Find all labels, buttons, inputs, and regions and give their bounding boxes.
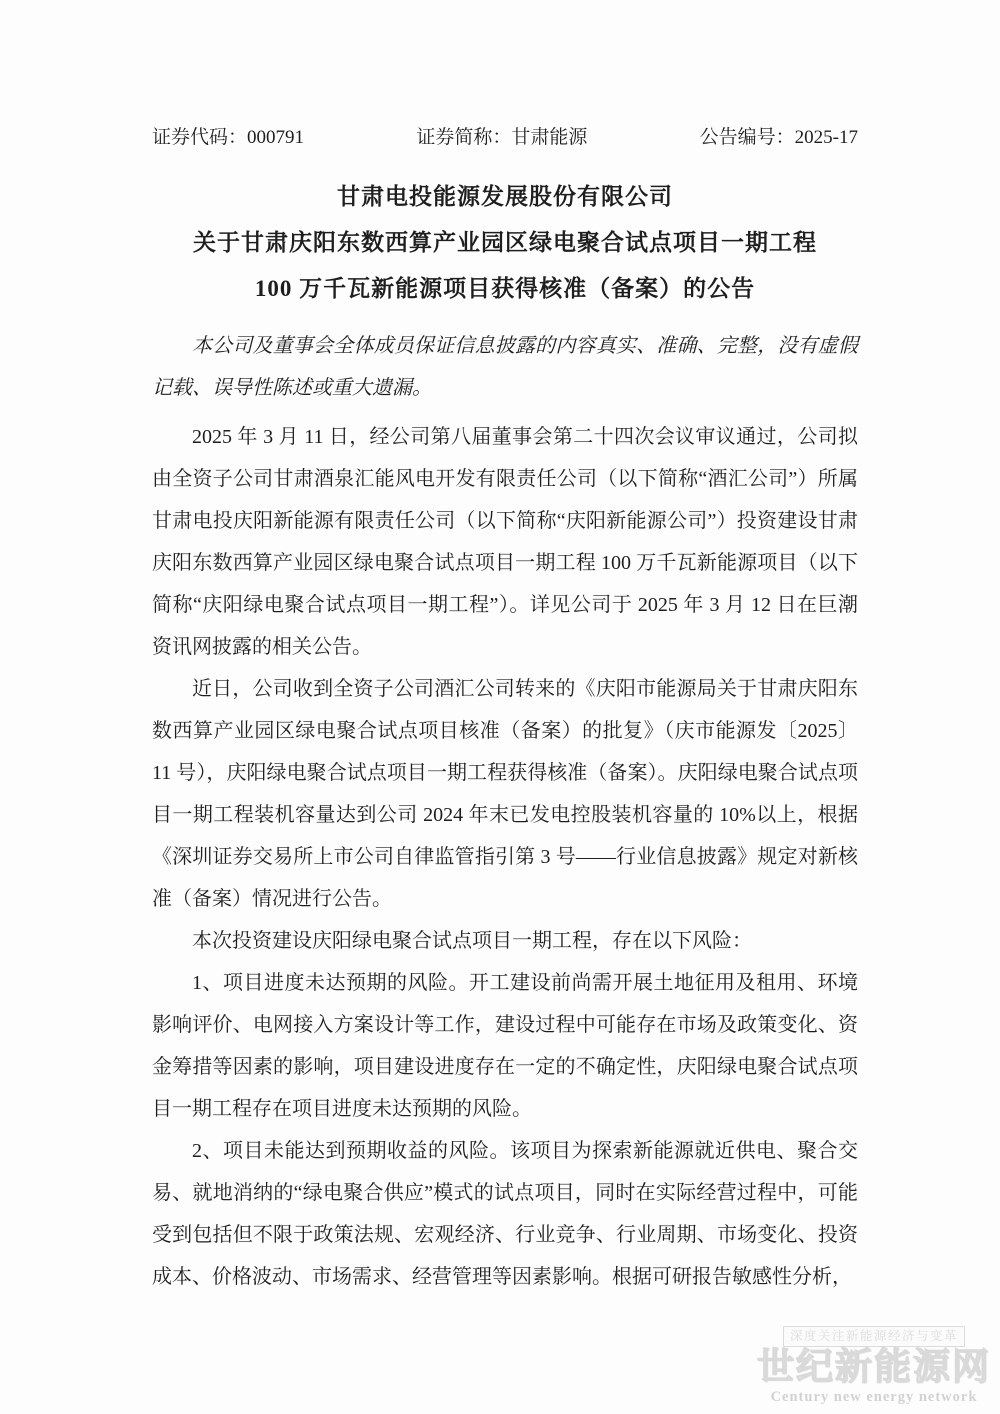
body-paragraph: 近日，公司收到全资子公司酒汇公司转来的《庆阳市能源局关于甘肃庆阳东数西算产业园区绿电聚合试点项目核准（备案）的批复》（庆市能源发〔2025〕11 号），庆阳绿电聚合试点项目一期工程获得核准（备案）。庆阳绿电聚合试点项目一期工程装机容量达到公司 2024 年末已发电控股装机容量的 10%以上，根据《深圳证券交易所上市公司自律监管指引第 3 号——行业信息披露》规定对新核准（备案）情况进行公告。 [152,678,858,910]
title-company-name: 甘肃电投能源发展股份有限公司 [337,184,673,209]
body-paragraph: 2、项目未能达到预期收益的风险。该项目为探索新能源就近供电、聚合交易、就地消纳的“绿电聚合供应”模式的试点项目，同时在实际经营过程中，可能受到包括但不限于政策法规、宏观经济、行业竞争、行业周期、市场变化、投资成本、价格波动、市场需求、经营管理等因素影响。根据可研报告敏感性分析， [152,1140,858,1288]
body-paragraph: 本次投资建设庆阳绿电聚合试点项目一期工程，存在以下风险： [192,930,752,952]
document-content [152,124,858,1298]
disclaimer-paragraph: 本公司及董事会全体成员保证信息披露的内容真实、准确、完整，没有虚假记载、误导性陈述或重大遗漏。 [152,335,858,399]
watermark-slogan-badge: 深度关注新能源经济与变革 [783,1326,965,1347]
document-header [152,124,858,151]
document-title [152,174,858,312]
document-body [152,416,858,1298]
title-line-3: 100 万千瓦新能源项目获得核准（备案）的公告 [254,276,756,301]
body-paragraph: 2025 年 3 月 11 日，经公司第八届董事会第二十四次会议审议通过，公司拟由全资子公司甘肃酒泉汇能风电开发有限责任公司（以下简称“酒汇公司”）所属甘肃电投庆阳新能源有限责任公司（以下简称“庆阳新能源公司”）投资建设甘肃庆阳东数西算产业园区绿电聚合试点项目一期工程 100 万千瓦新能源项目（以下简称“庆阳绿电聚合试点项目一期工程”）。详见公司于 2025 年 3 月 12 日在巨潮资讯网披露的相关公告。 [152,426,858,658]
stock-abbreviation: 证券简称：甘肃能源 [416,127,588,148]
body-paragraph: 1、项目进度未达预期的风险。开工建设前尚需开展土地征用及租用、环境影响评价、电网接入方案设计等工作，建设过程中可能存在市场及政策变化、资金筹措等因素的影响，项目建设进度存在一定的不确定性，庆阳绿电聚合试点项目一期工程存在项目进度未达预期的风险。 [152,972,858,1120]
announcement-number: 公告编号：2025-17 [699,127,858,148]
site-watermark [754,1326,994,1406]
watermark-brand: 世纪新能源网 [757,1347,991,1388]
watermark-english-caption: Century new energy network [770,1389,978,1405]
stock-code: 证券代码：000791 [152,127,305,148]
title-line-2: 关于甘肃庆阳东数西算产业园区绿电聚合试点项目一期工程 [193,230,817,255]
